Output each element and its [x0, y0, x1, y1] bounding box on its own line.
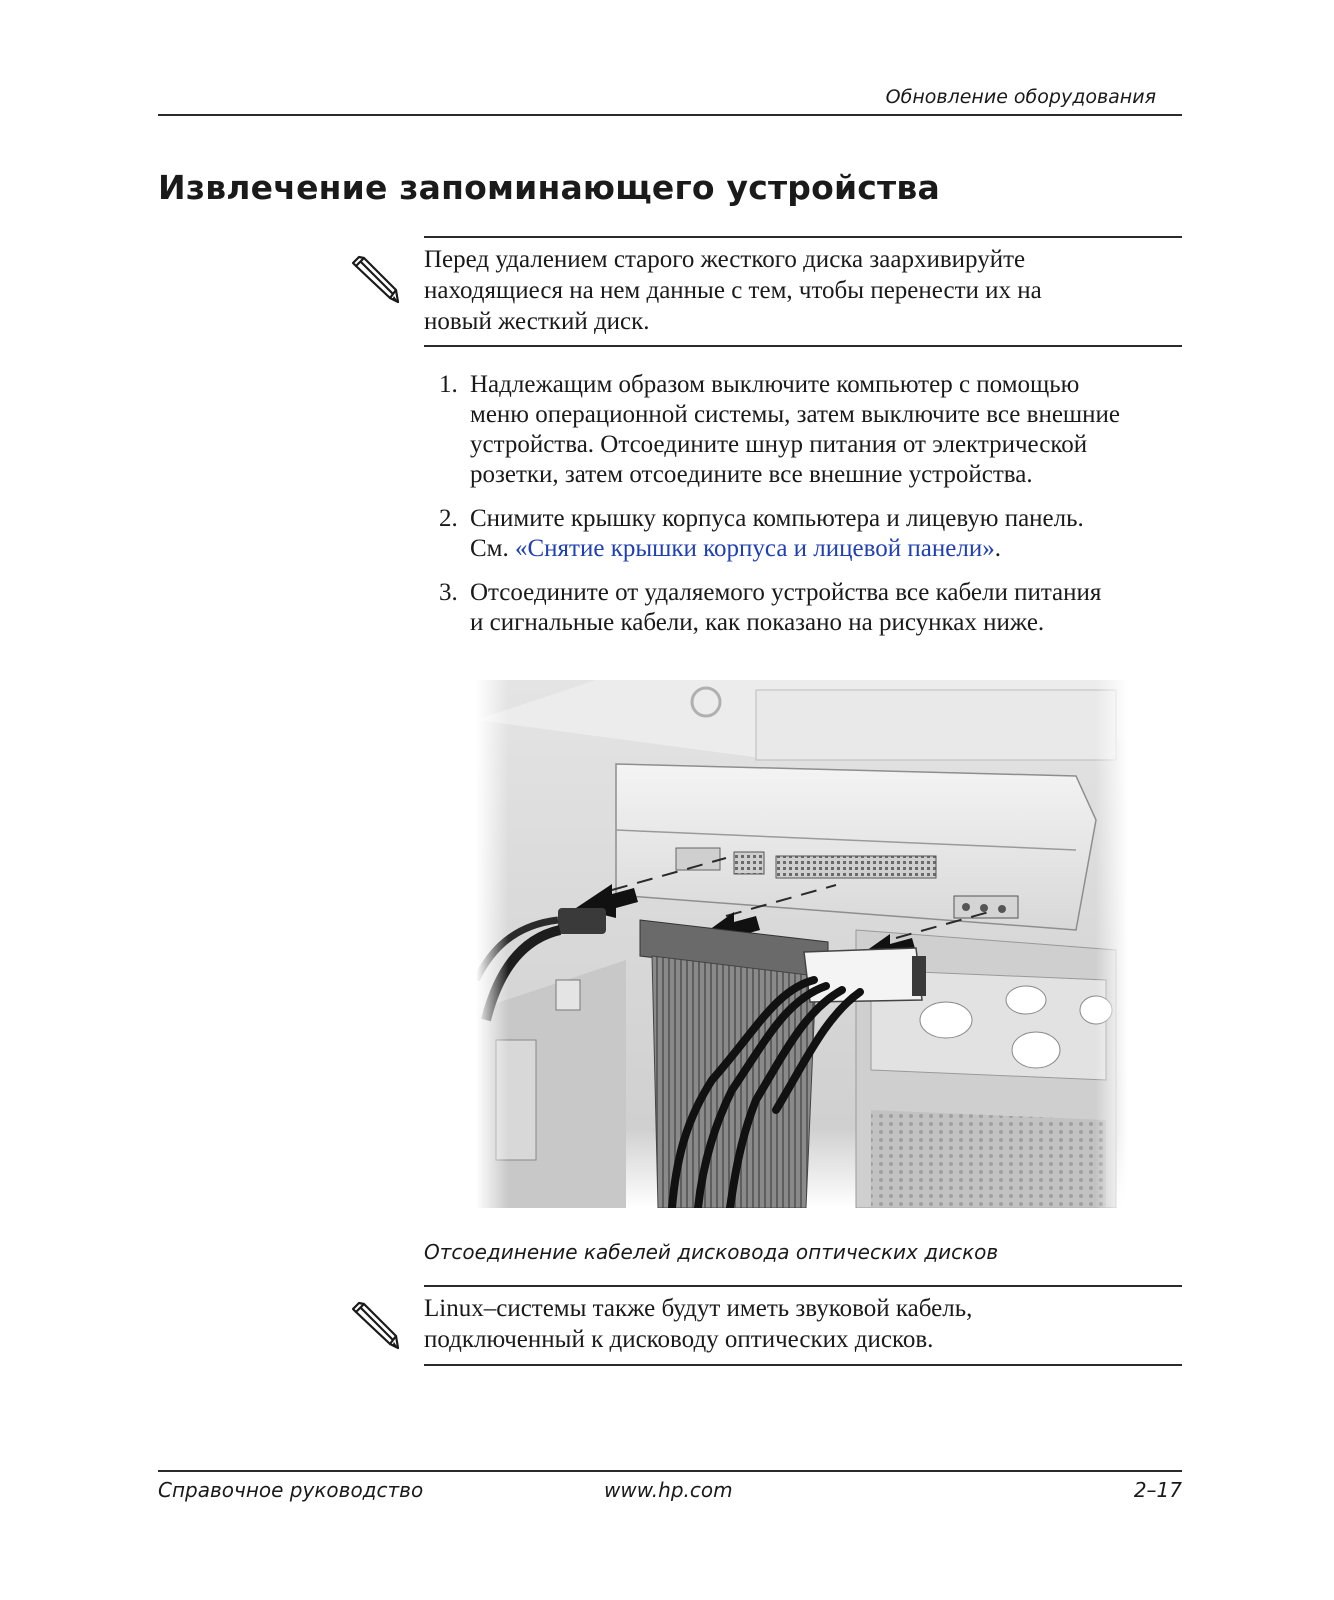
pencil-note-icon — [350, 1300, 400, 1350]
step-line: Отсоедините от удаляемого устройства все кабели питания — [470, 579, 1102, 606]
note-top-line: новый жесткий диск. — [424, 308, 650, 335]
header-rule — [158, 114, 1182, 116]
note-bottom-rule — [424, 1285, 1182, 1287]
note-bottom-bottom-rule — [424, 1364, 1182, 1366]
note-top-text — [424, 244, 1184, 337]
page-title: Извлечение запоминающего устройства — [158, 168, 940, 207]
step-line: розетки, затем отсоедините все внешние устройства. — [470, 461, 1033, 488]
step-number: 3. — [439, 579, 458, 606]
step-line — [470, 534, 1184, 564]
running-header: Обновление оборудования — [885, 86, 1156, 108]
step-number: 2. — [439, 505, 458, 532]
footer-page-number: 2–17 — [1133, 1478, 1182, 1502]
optical-drive-cables-illustration — [476, 680, 1128, 1208]
step-line: и сигнальные кабели, как показано на рисунках ниже. — [470, 609, 1045, 636]
step-suffix: . — [994, 535, 1001, 562]
note-bottom-line: подключенный к дисководу оптических дисков. — [424, 1326, 934, 1353]
steps-list — [424, 370, 1184, 652]
note-top-rule — [424, 236, 1182, 238]
note-top-bottom-rule — [424, 345, 1182, 347]
cross-reference-link[interactable]: «Снятие крышки корпуса и лицевой панели» — [515, 535, 995, 562]
footer-url: www.hp.com — [604, 1478, 733, 1502]
footer-left: Справочное руководство — [158, 1478, 424, 1502]
step-line: устройства. Отсоедините шнур питания от электрической — [470, 431, 1088, 458]
pencil-note-icon — [350, 254, 400, 304]
step-line: Снимите крышку корпуса компьютера и лицевую панель. — [470, 505, 1084, 532]
step-line: Надлежащим образом выключите компьютер с помощью — [470, 371, 1080, 398]
step-line: меню операционной системы, затем выключите все внешние — [470, 401, 1121, 428]
step-item — [424, 370, 1184, 490]
note-bottom-line: Linux–системы также будут иметь звуковой кабель, — [424, 1295, 973, 1322]
figure-caption: Отсоединение кабелей дисковода оптических дисков — [424, 1240, 999, 1264]
step-item — [424, 578, 1184, 638]
step-number: 1. — [439, 371, 458, 398]
step-item — [424, 504, 1184, 564]
note-top-line: Перед удалением старого жесткого диска заархивируйте — [424, 246, 1026, 273]
see-prefix: См. — [470, 535, 515, 562]
note-bottom-text — [424, 1293, 1184, 1355]
footer-rule — [158, 1470, 1182, 1472]
note-top-line: находящиеся на нем данные с тем, чтобы перенести их на — [424, 277, 1042, 304]
